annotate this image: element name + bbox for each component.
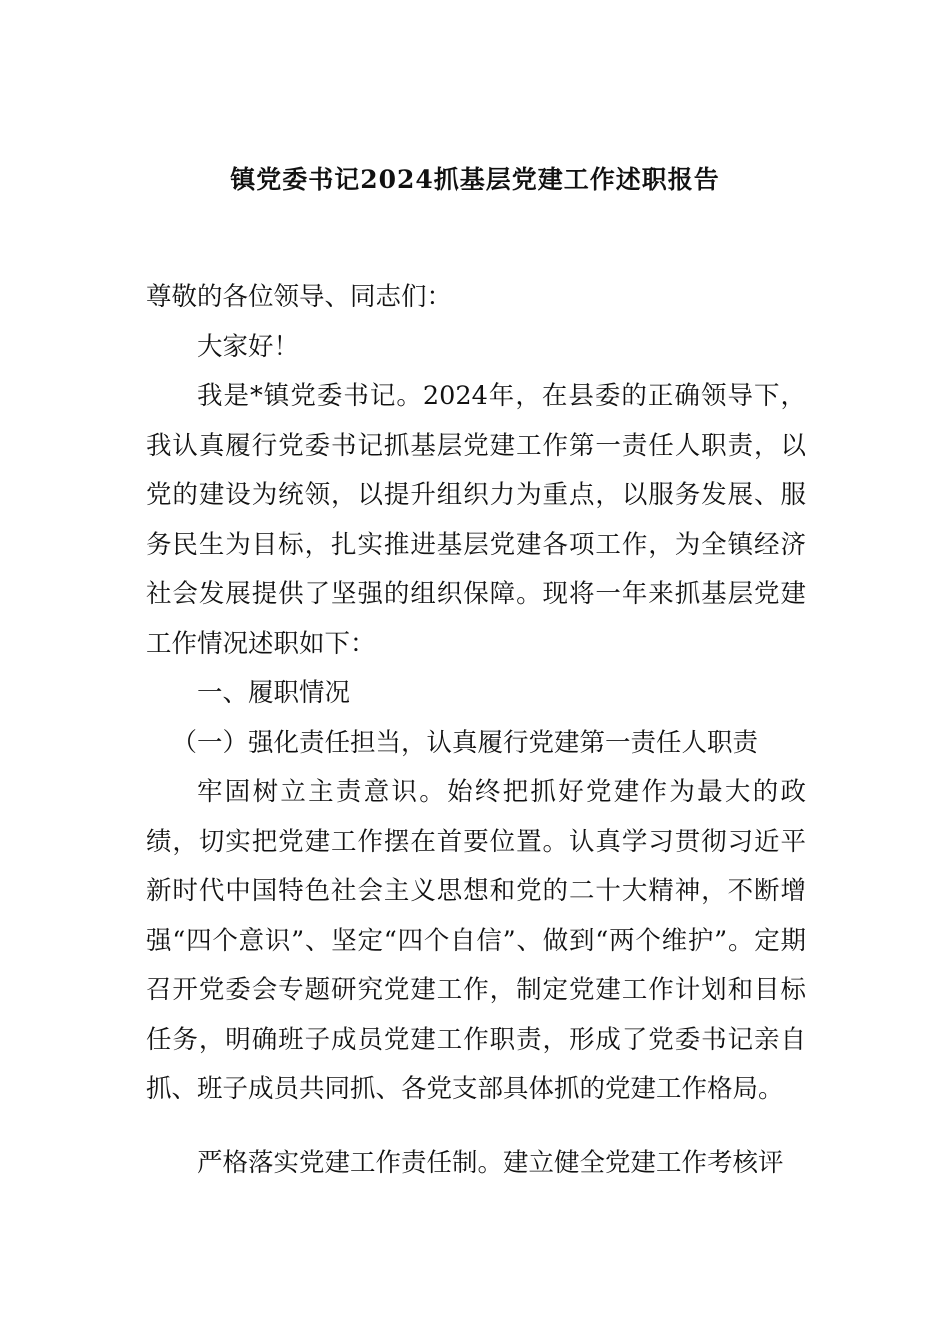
body-paragraph: 严格落实党建工作责任制。建立健全党建工作考核评	[197, 1147, 784, 1178]
document-title: 镇党委书记2024抓基层党建工作述职报告	[230, 165, 720, 194]
body-paragraph: 牢固树立主责意识。始终把抓好党建作为最大的政绩，切实把党建工作摆在首要位置。认真学习贯彻习近平新时代中国特色社会主义思想和党的二十大精神，不断增强“四个意识”、坚定“四个自信”、做到“两个维护”。定期召开党委会专题研究党建工作，制定党建工作计划和目标任务，明确班子成员党建工作职责，形成了党委书记亲自抓、班子成员共同抓、各党支部具体抓的党建工作格局。	[146, 777, 806, 1104]
subsection-heading: （一）强化责任担当，认真履行党建第一责任人职责	[171, 727, 759, 758]
paragraph-gap	[146, 1115, 806, 1139]
section-heading: 一、履职情况	[197, 678, 351, 708]
greeting: 大家好！	[197, 331, 300, 362]
salutation: 尊敬的各位领导、同志们：	[146, 282, 453, 312]
document-body	[146, 273, 806, 1188]
intro-paragraph: 我是*镇党委书记。2024年，在县委的正确领导下，我认真履行党委书记抓基层党建工作第一责任人职责，以党的建设为统领，以提升组织力为重点，以服务发展、服务民生为目标，扎实推进基层党建各项工作，为全镇经济社会发展提供了坚强的组织保障。现将一年来抓基层党建工作情况述职如下：	[146, 381, 806, 659]
